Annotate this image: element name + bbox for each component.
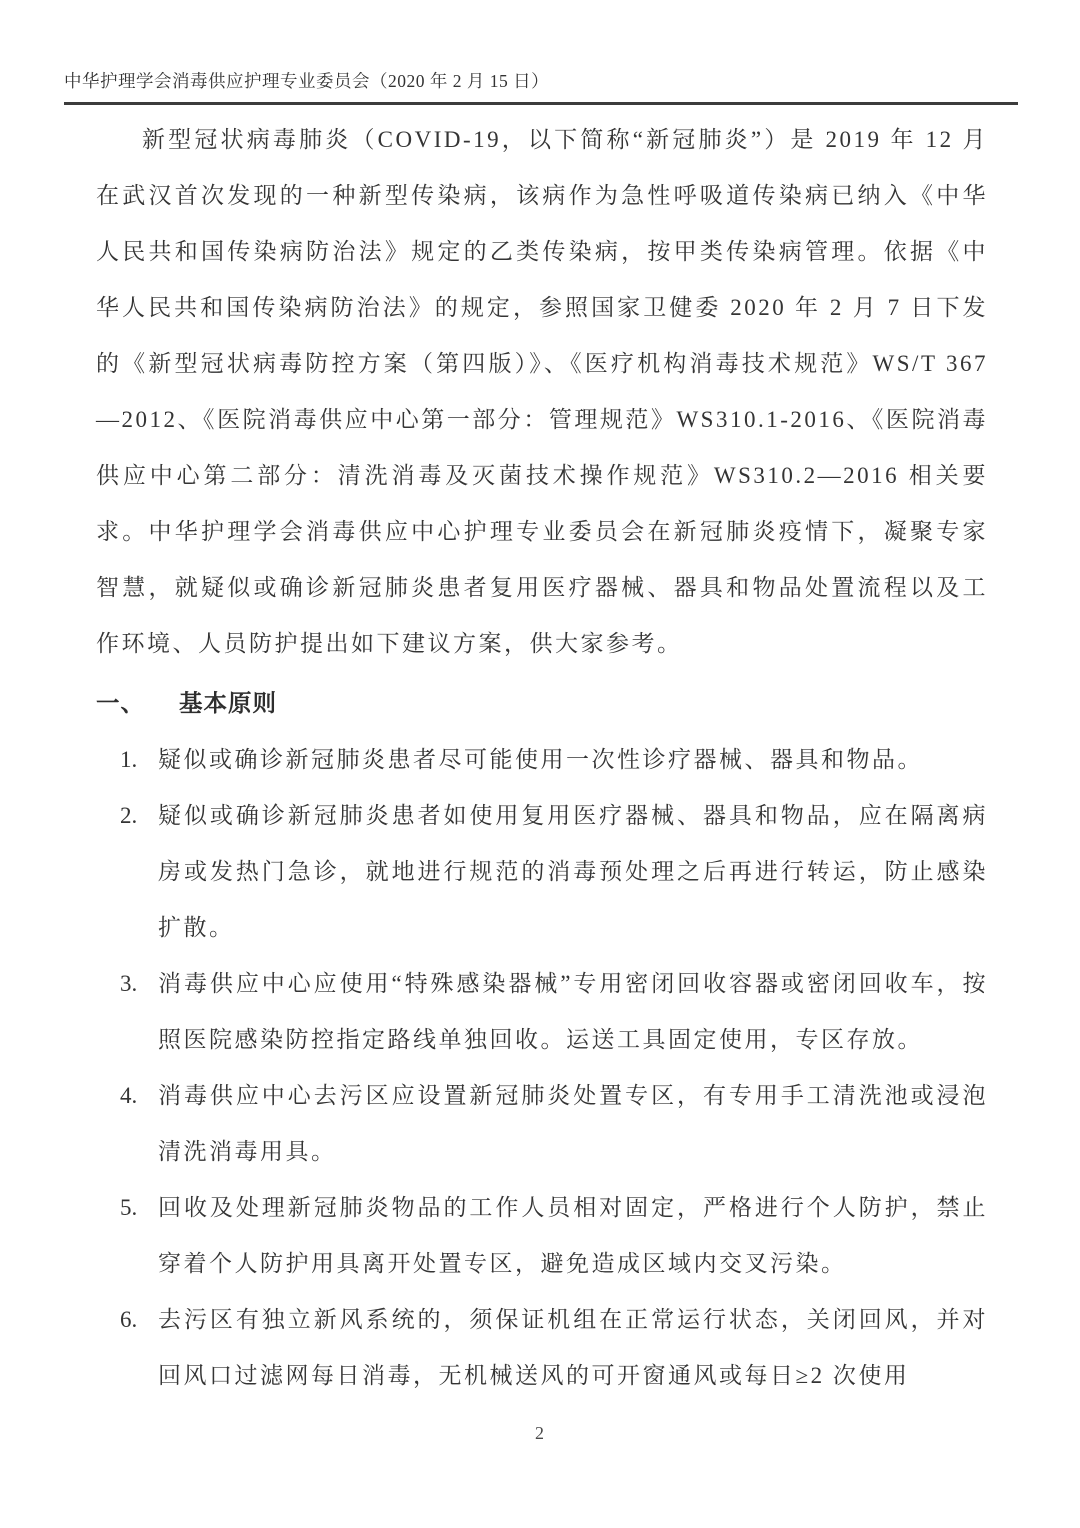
section-heading bbox=[96, 676, 988, 732]
list-item-text: 去污区有独立新风系统的，须保证机组在正常运行状态，关闭回风，并对回风口过滤网每日消毒，无机械送风的可开窗通风或每日≥2 次使用 bbox=[158, 1307, 988, 1388]
list-item-number: 6. bbox=[120, 1307, 138, 1332]
rules-list bbox=[96, 732, 988, 1404]
intro-paragraph: 新型冠状病毒肺炎（COVID-19，以下简称“新冠肺炎”）是 2019 年 12 月在武汉首次发现的一种新型传染病，该病作为急性呼吸道传染病已纳入《中华人民共和国传染病防治法》规定的乙类传染病，按甲类传染病管理。依据《中华人民共和国传染病防治法》的规定，参照国家卫健委 2020 年 2 月 7 日下发的《新型冠状病毒防控方案（第四版）》、《医疗机构消毒技术规范》WS/T 367—2012、《医院消毒供应中心第一部分：管理规范》WS310.1-2016、《医院消毒供应中心第二部分：清洗消毒及灭菌技术操作规范》WS310.2—2016 相关要求。中华护理学会消毒供应中心护理专业委员会在新冠肺炎疫情下，凝聚专家智慧，就疑似或确诊新冠肺炎患者复用医疗器械、器具和物品处置流程以及工作环境、人员防护提出如下建议方案，供大家参考。 bbox=[96, 127, 989, 656]
section-heading-title: 基本原则 bbox=[179, 691, 277, 717]
list-item-number: 2. bbox=[120, 803, 138, 828]
list-item bbox=[96, 1180, 988, 1292]
list-item-number: 1. bbox=[120, 747, 138, 772]
list-item bbox=[96, 956, 988, 1068]
list-item bbox=[96, 732, 988, 788]
list-item-number: 4. bbox=[120, 1083, 138, 1108]
document-body bbox=[96, 112, 988, 1404]
list-item-text: 消毒供应中心去污区应设置新冠肺炎处置专区，有专用手工清洗池或浸泡清洗消毒用具。 bbox=[158, 1083, 988, 1164]
page-header bbox=[64, 68, 1018, 105]
list-item-text: 消毒供应中心应使用“特殊感染器械”专用密闭回收容器或密闭回收车，按照医院感染防控指定路线单独回收。运送工具固定使用，专区存放。 bbox=[158, 971, 988, 1052]
page-footer bbox=[0, 1423, 1080, 1444]
list-item-number: 5. bbox=[120, 1195, 138, 1220]
list-item-text: 回收及处理新冠肺炎物品的工作人员相对固定，严格进行个人防护，禁止穿着个人防护用具离开处置专区，避免造成区域内交叉污染。 bbox=[158, 1195, 988, 1276]
list-item-text: 疑似或确诊新冠肺炎患者尽可能使用一次性诊疗器械、器具和物品。 bbox=[158, 747, 923, 772]
section-heading-marker: 一、 bbox=[96, 691, 145, 717]
list-item bbox=[96, 1068, 988, 1180]
list-item bbox=[96, 788, 988, 956]
list-item bbox=[96, 1292, 988, 1404]
header-title: 中华护理学会消毒供应护理专业委员会（2020 年 2 月 15 日） bbox=[64, 71, 550, 91]
list-item-number: 3. bbox=[120, 971, 138, 996]
page-number: 2 bbox=[535, 1423, 545, 1443]
list-item-text: 疑似或确诊新冠肺炎患者如使用复用医疗器械、器具和物品，应在隔离病房或发热门急诊，就地进行规范的消毒预处理之后再进行转运，防止感染扩散。 bbox=[158, 803, 988, 940]
